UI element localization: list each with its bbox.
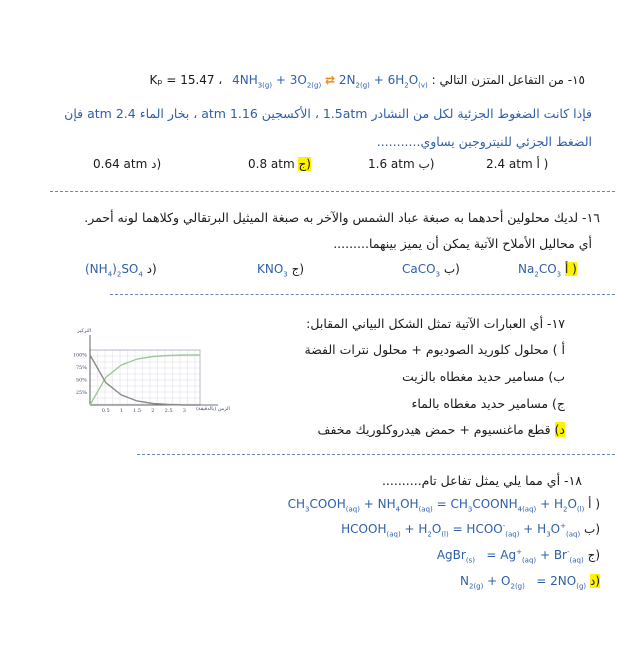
q17-option-a-letter: أ ) <box>552 342 565 357</box>
q15-header <box>25 73 585 89</box>
q18-option-c-text: AgBr$_{(s)}$ = $Ag^+_{(aq)} + Br^-_{(aq)}$ <box>436 548 584 565</box>
chart-y-tick: 100% <box>72 352 87 359</box>
chart-x-tick: 3 <box>182 408 186 414</box>
q15-option-b[interactable] <box>368 157 463 171</box>
q15-header-text: ١٥- من التفاعل المتزن التالي : <box>431 73 585 87</box>
q17-option-c-letter: ج) <box>552 396 565 411</box>
separator-1 <box>50 191 615 192</box>
q16-option-a-letter: أ ) <box>564 262 577 276</box>
q18-header: ١٨- أي مما يلي يمثل تفاعل تام.......... <box>381 473 582 488</box>
q15-option-c-text: 0.8 atm <box>248 157 295 171</box>
q16-option-c-text: $KNO_3$ <box>257 262 288 279</box>
chart-y-tick: 50% <box>75 377 87 384</box>
chart-y-tick: 75% <box>75 365 87 371</box>
q17-option-c[interactable] <box>245 396 565 411</box>
q15-option-a-text: 2.4 atm <box>486 157 533 171</box>
q17-chart <box>35 320 235 430</box>
q15-line3: الضغط الجزئي للنيتروجين يساوي........... <box>376 134 592 149</box>
q16-option-b[interactable] <box>402 262 482 278</box>
q17-option-d[interactable] <box>245 422 565 437</box>
q18-option-b[interactable] <box>200 522 600 538</box>
separator-3 <box>137 454 615 455</box>
chart-y-label: التركيز <box>77 328 91 334</box>
q15-option-d-letter: د) <box>151 157 162 171</box>
q16-option-d-text: $(NH_4)_2SO_4$ <box>85 262 143 279</box>
chart-axes <box>90 335 218 405</box>
q16-option-a-text: $Na_2CO_3$ <box>518 262 562 279</box>
q17-option-d-letter: د) <box>554 422 565 437</box>
chart-y-tick: 25% <box>75 390 87 396</box>
q16-line2: أي محاليل الأملاح الآتية يمكن أن يميز بينهما......... <box>333 236 592 251</box>
q17-option-d-text: قطع ماغنسيوم + حمض هيدروكلوريك مخفف <box>317 422 551 437</box>
chart-x-tick: 2 <box>151 408 155 414</box>
q18-option-c[interactable] <box>200 548 600 564</box>
q17-header: ١٧- أي العبارات الآتية تمثل الشكل البياني المقابل: <box>306 316 565 331</box>
chart-x-tick: 1 <box>119 408 124 414</box>
q15-kp: Kₚ = 15.47 ، <box>149 73 223 87</box>
q16-option-b-text: CaCO$_3$ <box>402 262 441 279</box>
q18-option-b-letter: ب) <box>584 522 600 536</box>
q16-option-b-letter: ب) <box>443 262 460 276</box>
q17-option-a-text: محلول كلوريد الصوديوم + محلول نترات الفضة <box>304 342 549 357</box>
q17-option-b[interactable] <box>245 369 565 384</box>
q16-option-d[interactable] <box>85 262 190 278</box>
q17-option-b-letter: ب) <box>548 369 565 384</box>
q16-line1: ١٦- لديك محلولين أحدهما به صبغة عباد الشمس والآخر به صبغة الميثيل البرتقالي وكلاهما لونه أحمر. <box>84 210 600 225</box>
q18-option-a-text: $CH_3COOH_{(aq)} + NH_4OH_{(aq)}$ = $CH_3COONH_{4(aq)} + H_2O_{(l)}$ <box>287 497 585 514</box>
q15-option-d[interactable] <box>93 157 198 171</box>
chart-x-tick: 2.5 <box>164 408 173 414</box>
q15-option-a-letter: أ ) <box>536 157 549 171</box>
separator-2 <box>110 294 615 295</box>
q15-line2: فإذا كانت الضغوط الجزئية لكل من النشادر 1.5atm ، الأكسجين 1.16 atm ، بخار الماء 2.4 atm فإن <box>64 106 592 121</box>
q16-option-a[interactable] <box>518 262 588 278</box>
chart-x-tick: 1.5 <box>133 408 142 414</box>
q15-option-c-letter: ج) <box>298 157 311 171</box>
q15-option-c[interactable] <box>248 157 343 171</box>
chart-x-tick: 0.5 <box>101 408 110 414</box>
q18-option-c-letter: ج) <box>587 548 600 562</box>
q18-option-b-text: $HCOOH_{(aq)} + H_2O_{(l)}$ = $HCOO^-_{(aq)} + H_3O^+_{(aq)}$ <box>341 522 581 539</box>
q18-option-a-letter: أ ) <box>588 497 600 511</box>
q15-equation: $4NH_{3(g)} + 3O_{2(g)}$ ⇄ $2N_{2(g)} + 6H_2O_{(v)}$ <box>232 73 428 90</box>
q16-option-c[interactable] <box>257 262 337 278</box>
q16-option-c-letter: ج) <box>291 262 305 276</box>
q18-option-d-text: $N_{2(g)} + O_{2(g)} = 2NO_{(g)}$ <box>460 574 587 591</box>
q18-option-d-letter: د) <box>589 574 600 588</box>
q16-option-d-letter: د) <box>146 262 157 276</box>
q18-option-a[interactable] <box>200 497 600 513</box>
q15-option-d-text: 0.64 atm <box>93 157 148 171</box>
q17-option-b-text: مسامير حديد مغطاه بالزيت <box>402 369 545 384</box>
q17-option-a[interactable] <box>245 342 565 357</box>
q15-option-b-letter: ب) <box>418 157 435 171</box>
q17-option-c-text: مسامير حديد مغطاه بالماء <box>411 396 549 411</box>
q18-option-d[interactable] <box>200 574 600 590</box>
chart-x-label: الزمن (بالدقيقة) <box>196 406 230 412</box>
q15-option-a[interactable] <box>486 157 581 171</box>
q15-option-b-text: 1.6 atm <box>368 157 415 171</box>
